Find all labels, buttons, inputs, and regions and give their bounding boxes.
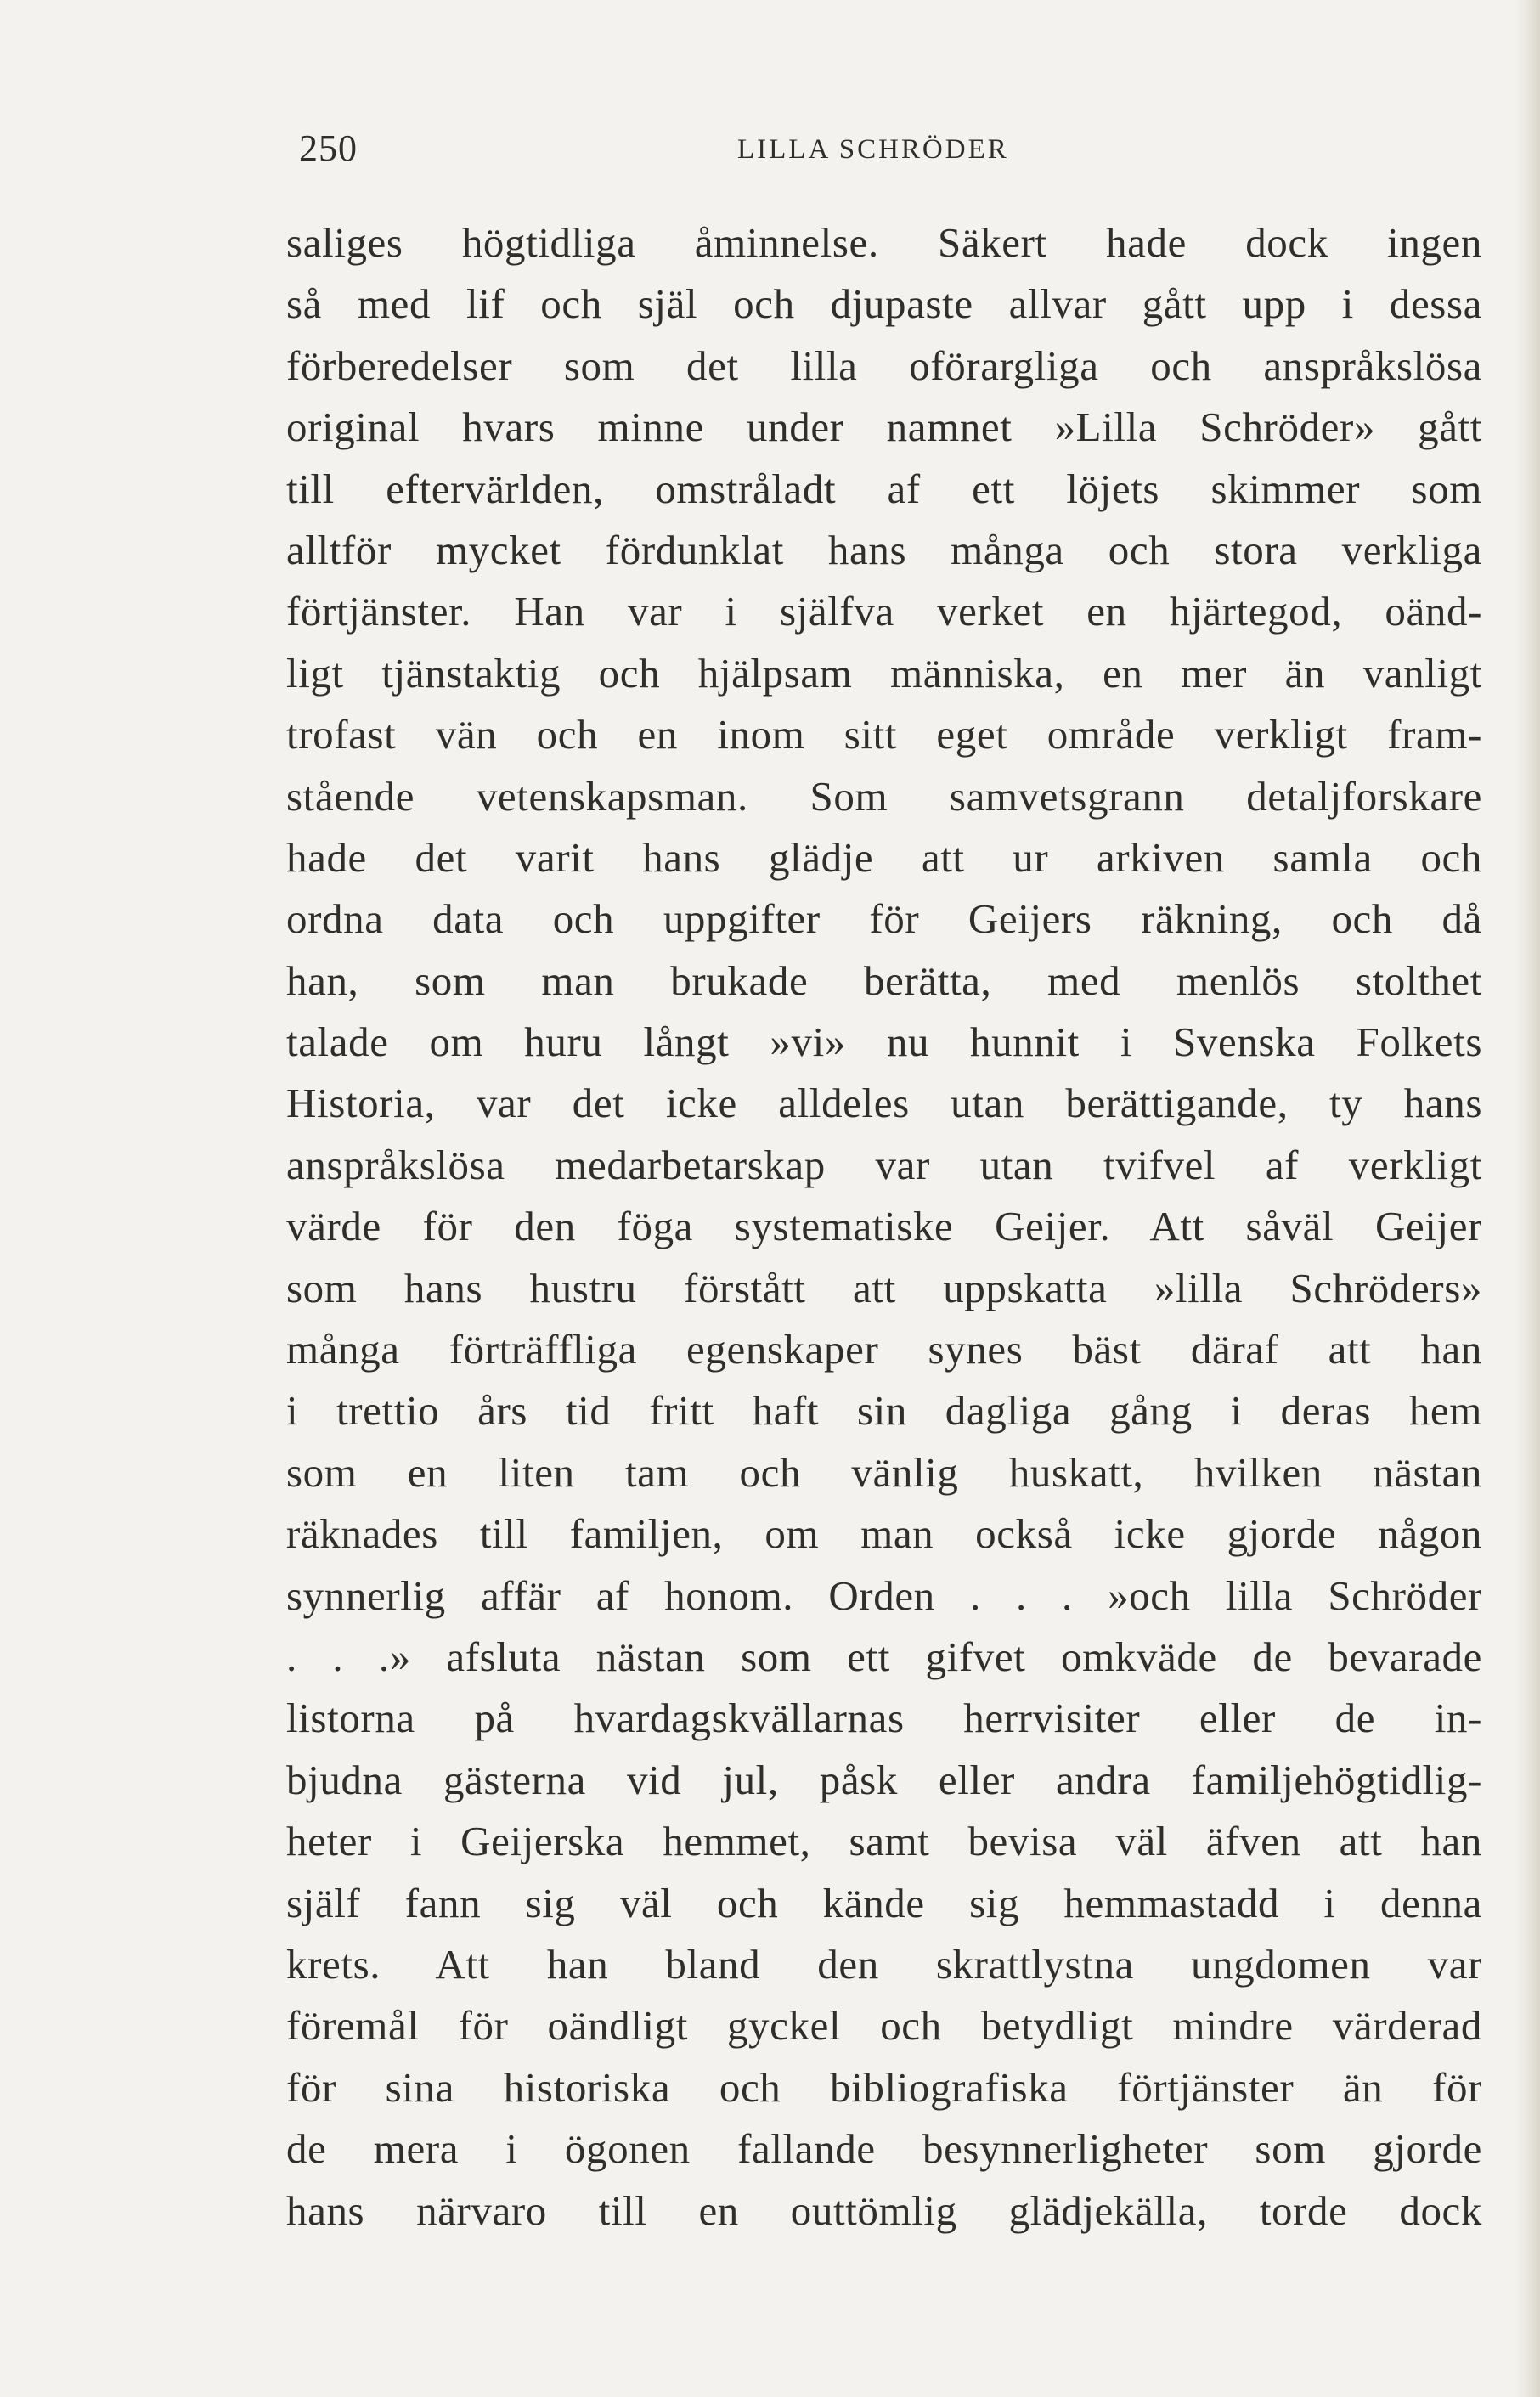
text-line: så med lif och själ och djupaste allvar gått upp i dessa — [286, 280, 1482, 328]
body-text — [286, 212, 1482, 2242]
text-line: heter i Geijerska hemmet, samt bevisa väl äfven att han — [286, 1818, 1482, 1865]
text-line: talade om huru långt »vi» nu hunnit i Svenska Folkets — [286, 1018, 1482, 1066]
text-line: bjudna gästerna vid jul, påsk eller andra familjehögtidlig- — [286, 1756, 1482, 1803]
text-line: stående vetenskapsman. Som samvetsgrann detaljforskare — [286, 772, 1482, 820]
text-line: krets. Att han bland den skrattlystna ungdomen var — [286, 1940, 1482, 1988]
text-line: föremål för oändligt gyckel och betydligt mindre värderad — [286, 2002, 1482, 2050]
text-line: han, som man brukade berätta, med menlös stolthet — [286, 956, 1482, 1004]
page-gutter-shadow — [1515, 0, 1540, 2397]
text-line: listorna på hvardagskvällarnas herrvisiter eller de in- — [286, 1695, 1482, 1742]
text-line: som hans hustru förstått att uppskatta »lilla Schröders» — [286, 1264, 1482, 1311]
text-line: original hvars minne under namnet »Lilla Schröder» gått — [286, 403, 1482, 451]
text-line: . . .» afsluta nästan som ett gifvet omkväde de bevarade — [286, 1633, 1482, 1680]
text-line: ordna data och uppgifter för Geijers räkning, och då — [286, 895, 1482, 943]
text-line: räknades till familjen, om man också icke gjorde någon — [286, 1510, 1482, 1558]
text-line: ligt tjänstaktig och hjälpsam människa, en mer än vanligt — [286, 649, 1482, 697]
text-line: synnerlig affär af honom. Orden . . . »och lilla Schröder — [286, 1571, 1482, 1619]
text-line: alltför mycket fördunklat hans många och stora verkliga — [286, 526, 1482, 573]
text-line: som en liten tam och vänlig huskatt, hvilken nästan — [286, 1448, 1482, 1496]
text-line: till eftervärlden, omstråladt af ett löjets skimmer som — [286, 465, 1482, 512]
text-line: i trettio års tid fritt haft sin dagliga gång i deras hem — [286, 1387, 1482, 1435]
text-line: trofast vän och en inom sitt eget område verkligt fram- — [286, 711, 1482, 759]
text-line: hade det varit hans glädje att ur arkiven samla och — [286, 833, 1482, 881]
text-line: förberedelser som det lilla oförargliga och anspråkslösa — [286, 341, 1482, 389]
page-header — [299, 127, 1488, 170]
text-line: saliges högtidliga åminnelse. Säkert hade dock ingen — [286, 219, 1482, 266]
text-line: de mera i ögonen fallande besynnerligheter som gjorde — [286, 2125, 1482, 2173]
page-number: 250 — [299, 127, 358, 169]
running-head: LILLA SCHRÖDER — [737, 134, 1009, 165]
text-line: för sina historiska och bibliografiska förtjänster än för — [286, 2063, 1482, 2111]
text-line: hans närvaro till en outtömlig glädjekälla, torde dock — [286, 2186, 1482, 2234]
text-line: förtjänster. Han var i själfva verket en hjärtegod, oänd- — [286, 588, 1482, 635]
text-line: själf fann sig väl och kände sig hemmastadd i denna — [286, 1879, 1482, 1926]
text-line: många förträffliga egenskaper synes bäst däraf att han — [286, 1326, 1482, 1373]
text-line: Historia, var det icke alldeles utan berättigande, ty hans — [286, 1080, 1482, 1127]
text-line: anspråkslösa medarbetarskap var utan tvifvel af verkligt — [286, 1141, 1482, 1188]
text-line: värde för den föga systematiske Geijer. Att såväl Geijer — [286, 1203, 1482, 1250]
